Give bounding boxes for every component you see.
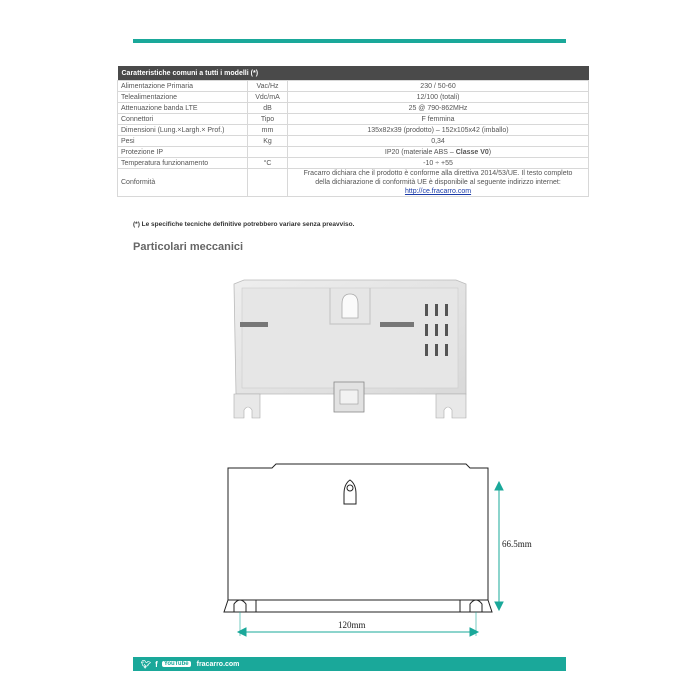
row-label: Alimentazione Primaria	[118, 81, 248, 92]
conformity-line-1: Fracarro dichiara che il prodotto è conforme alla direttiva 2014/53/UE. Il testo completo	[303, 170, 573, 177]
spec-note: (*) Le specifiche tecniche definitive potrebbero variare senza preavviso.	[133, 221, 355, 228]
width-dimension-label: 120mm	[338, 620, 366, 630]
ip-value-bold: Classe V0	[455, 148, 489, 156]
section-title: Particolari meccanici	[133, 241, 244, 253]
top-accent-rule	[133, 39, 566, 43]
row-label: Pesi	[118, 136, 248, 147]
row-label: Connettori	[118, 114, 248, 125]
row-value: 25 @ 790-862MHz	[288, 103, 589, 114]
table-row	[118, 125, 589, 136]
row-value: 230 / 50-60	[288, 81, 589, 92]
row-value	[288, 147, 589, 158]
row-unit: dB	[248, 103, 288, 114]
row-label: Protezione IP	[118, 147, 248, 158]
row-unit: mm	[248, 125, 288, 136]
table-row	[118, 136, 589, 147]
row-value: 0,34	[288, 136, 589, 147]
table-row	[118, 92, 589, 103]
row-label: Dimensioni (Lung.×Largh.× Prof.)	[118, 125, 248, 136]
footer-bar	[133, 657, 566, 671]
row-value: F femmina	[288, 114, 589, 125]
row-value: -10 ÷ +55	[288, 158, 589, 169]
table-row	[118, 81, 589, 92]
row-value	[288, 169, 589, 197]
footer-site-link[interactable]: fracarro.com	[196, 660, 240, 668]
row-unit	[248, 147, 288, 158]
table-row	[118, 158, 589, 169]
device-photo	[230, 278, 470, 428]
conformity-link[interactable]: http://ce.fracarro.com	[404, 188, 472, 195]
table-row-conformity	[118, 169, 589, 197]
row-unit: Kg	[248, 136, 288, 147]
facebook-icon[interactable]: f	[155, 659, 158, 669]
youtube-icon[interactable]: YouTube	[163, 661, 189, 667]
ip-value-post: )	[488, 148, 492, 156]
row-unit	[248, 169, 288, 197]
height-dimension-label: 66.5mm	[502, 539, 532, 549]
row-label: Attenuazione banda LTE	[118, 103, 248, 114]
row-unit: °C	[248, 158, 288, 169]
row-value: 135x82x39 (prodotto) – 152x105x42 (imballo)	[288, 125, 589, 136]
ip-value-pre: IP20 (materiale ABS –	[384, 148, 456, 156]
twitter-icon[interactable]: 🐦︎	[141, 659, 152, 669]
row-label: Conformità	[118, 169, 248, 197]
row-unit: Vdc/mA	[248, 92, 288, 103]
row-unit: Vac/Hz	[248, 81, 288, 92]
table-row	[118, 103, 589, 114]
row-label: Telealimentazione	[118, 92, 248, 103]
spec-table-header: Caratteristiche comuni a tutti i modelli (*)	[118, 66, 589, 81]
row-value: 12/100 (totali)	[288, 92, 589, 103]
conformity-line-2: della dichiarazione di conformità UE è disponibile al seguente indirizzo internet:	[315, 179, 561, 186]
table-row	[118, 114, 589, 125]
row-label: Temperatura funzionamento	[118, 158, 248, 169]
mechanical-drawing	[210, 462, 550, 642]
row-unit: Tipo	[248, 114, 288, 125]
table-row	[118, 147, 589, 158]
spec-table	[117, 66, 589, 197]
